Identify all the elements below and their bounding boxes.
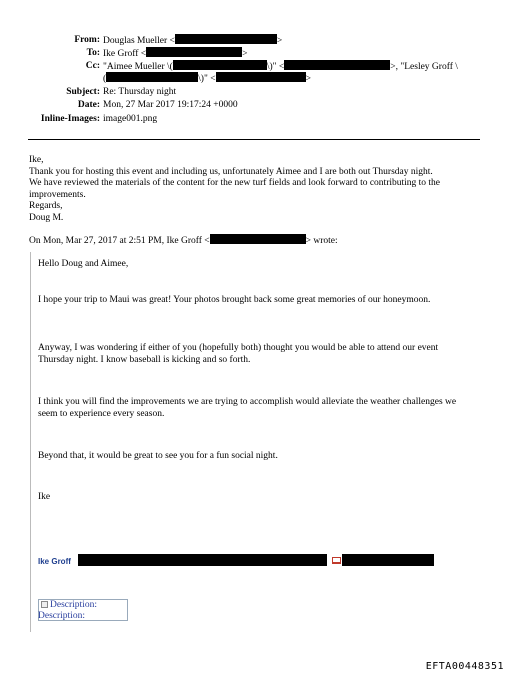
reply-line: We have reviewed the materials of the content for the new turf fields and look forward to contributing to the [29,178,441,188]
redaction [342,554,434,566]
to-name: Ike Groff < [103,49,147,59]
broken-image-icon [41,601,48,608]
quoted-paragraph: Thursday night. I know baseball is kicking and so forth. [38,355,251,365]
to-label: To: [86,48,100,58]
attribution-suffix: > wrote: [305,236,338,246]
redaction [216,72,306,82]
to-tail: > [242,49,248,59]
from-label: From: [74,35,100,45]
attribution-prefix: On Mon, Mar 27, 2017 at 2:51 PM, Ike Groff < [29,236,210,246]
cc-text: ( [103,74,107,84]
cc-text: \)" < [198,74,216,84]
cc-label: Cc: [85,61,100,71]
reply-line: improvements. [29,189,86,200]
date-label: Date: [77,100,100,110]
mail-icon[interactable] [332,557,341,564]
to-value [103,47,248,60]
reply-name: Doug M. [29,212,64,223]
reply-greeting: Ike, [29,155,44,165]
redaction [106,72,198,82]
quoted-greeting: Hello Doug and Aimee, [38,259,129,269]
date-value: Mon, 27 Mar 2017 19:17:24 +0000 [103,100,238,110]
subject-value: Re: Thursday night [103,87,177,97]
quoted-paragraph: Anyway, I was wondering if either of you (hopefully both) thought you would be able to attend our event [38,343,439,353]
subject-label: Subject: [66,87,100,97]
attribution-line [29,234,479,248]
quoted-paragraph: I hope your trip to Maui was great! Your photos brought back some great memories of our honeymoon. [38,295,431,305]
header-divider [28,139,480,140]
inline-images-label: Inline-Images: [40,114,100,124]
cc-text: \)" < [266,62,285,72]
from-value [103,34,282,47]
image-alt-text: Description: [50,600,97,610]
from-tail: > [276,36,283,46]
from-name: Douglas Mueller < [103,36,175,46]
image-alt-text: Description: [38,611,85,621]
quoted-paragraph: Beyond that, it would be great to see you for a fun social night. [38,451,278,461]
quoted-sign: Ike [38,492,51,502]
quoted-paragraph: seem to experience every season. [38,409,165,419]
cc-text: "Aimee Mueller \( [103,62,173,72]
bates-number: EFTA00448351 [425,661,504,672]
redaction [146,47,242,57]
quote-bar [30,252,31,632]
redaction [175,34,277,44]
redaction [210,234,306,244]
reply-body [29,155,479,224]
redaction [173,60,267,70]
reply-closing: Regards, [29,201,63,211]
reply-line: Thank you for hosting this event and including us, unfortunately Aimee and I are both out Thursday night. [29,166,433,177]
signature-name: Ike Groff [38,557,71,566]
inline-images-value: image001.png [103,114,158,124]
redaction [78,554,327,566]
redaction [284,60,390,70]
cc-value-line2 [103,72,311,85]
cc-text: >, "Lesley Groff \ [390,62,458,72]
quoted-paragraph: I think you will find the improvements we are trying to accomplish would alleviate the weather challenges we [38,397,457,407]
cc-text: > [305,74,311,84]
